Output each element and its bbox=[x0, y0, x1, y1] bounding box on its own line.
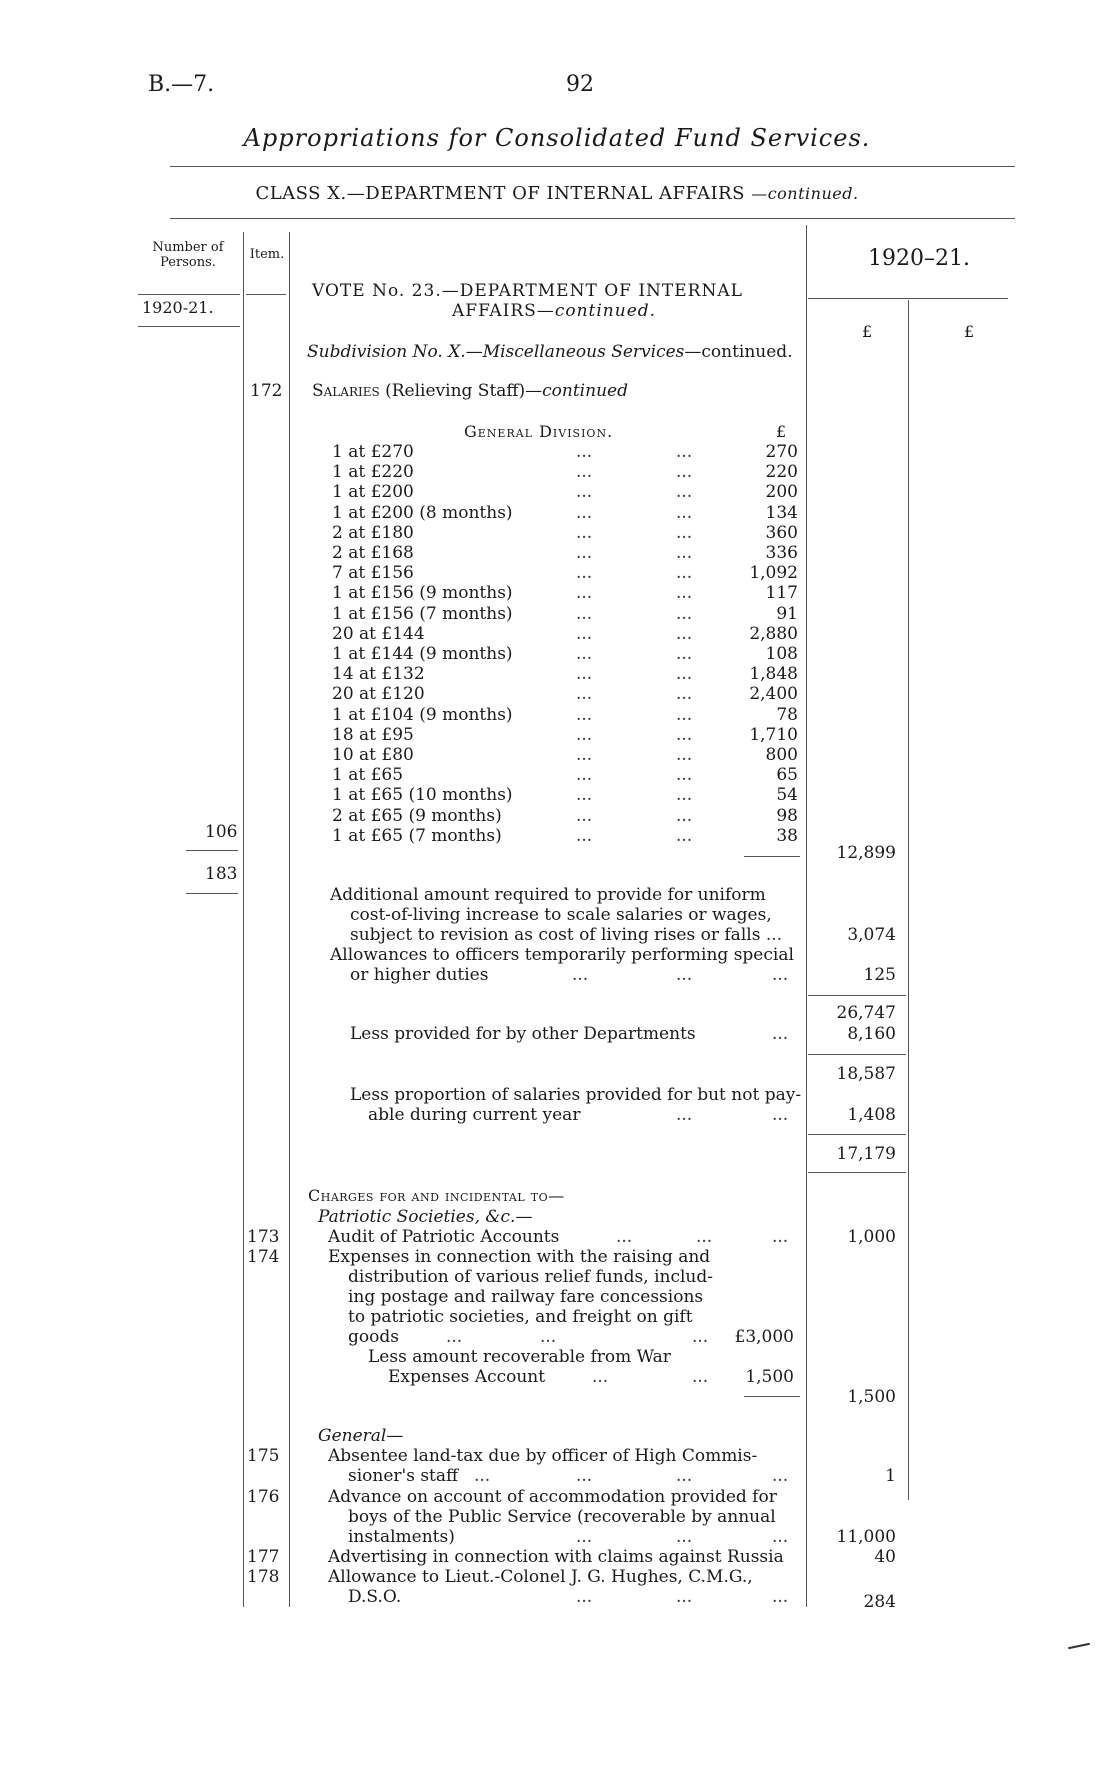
expenses-net: 1,500 bbox=[847, 1387, 896, 1407]
leader-dots: ... bbox=[676, 705, 693, 725]
persons-total: 183 bbox=[205, 864, 238, 884]
leader-dots: ... bbox=[692, 1327, 709, 1347]
allowances-text: or higher duties bbox=[350, 965, 489, 985]
absentee-amount: 1 bbox=[885, 1466, 896, 1486]
leader-dots: ... bbox=[676, 1466, 693, 1486]
item-number: 174 bbox=[247, 1247, 280, 1267]
leader-dots: ... bbox=[592, 1367, 609, 1387]
additional-line: cost-of-living increase to scale salaries or wages, bbox=[350, 905, 772, 925]
leader-dots: ... bbox=[576, 684, 593, 704]
leader-dots: ... bbox=[676, 765, 693, 785]
allowances-line: Allowances to officers temporarily performing special bbox=[330, 945, 794, 965]
subtotal: 26,747 bbox=[836, 1003, 896, 1023]
divider bbox=[808, 1172, 906, 1173]
salary-row-label: 20 at £144 bbox=[332, 624, 425, 644]
salary-row-label: 1 at £156 (7 months) bbox=[332, 604, 513, 624]
divider bbox=[186, 850, 238, 851]
leader-dots: ... bbox=[576, 462, 593, 482]
persons-year: 1920-21. bbox=[142, 298, 214, 317]
salary-row-amount: 1,710 bbox=[749, 725, 798, 745]
leader-dots: ... bbox=[676, 826, 693, 846]
expenses-line: to patriotic societies, and freight on gift bbox=[348, 1307, 693, 1327]
allowance-amount: 284 bbox=[863, 1592, 896, 1612]
salary-row-amount: 360 bbox=[765, 523, 798, 543]
salary-row-amount: 200 bbox=[765, 482, 798, 502]
leader-dots: ... bbox=[676, 503, 693, 523]
salary-row-label: 2 at £65 (9 months) bbox=[332, 806, 502, 826]
leader-dots: ... bbox=[676, 684, 693, 704]
column-rule bbox=[806, 225, 807, 1607]
page-title: Appropriations for Consolidated Fund Services. bbox=[243, 124, 871, 152]
less-proportion-line: Less proportion of salaries provided for but not pay- bbox=[350, 1085, 802, 1105]
less-other-amount: 8,160 bbox=[847, 1024, 896, 1044]
division-heading: General Division. bbox=[464, 422, 614, 441]
leader-dots: ... bbox=[676, 543, 693, 563]
divider bbox=[744, 1396, 800, 1397]
allowances-line bbox=[350, 965, 488, 985]
allowances-amount: 125 bbox=[863, 965, 896, 985]
leader-dots: ... bbox=[576, 745, 593, 765]
leader-dots: ... bbox=[572, 965, 589, 985]
divider bbox=[744, 856, 800, 857]
divider bbox=[170, 166, 1015, 167]
pound-sign: £ bbox=[964, 322, 975, 341]
leader-dots: ... bbox=[676, 785, 693, 805]
subdivision-text: Subdivision No. X.—Miscellaneous Services— bbox=[307, 342, 702, 362]
divider bbox=[138, 326, 240, 327]
divider bbox=[808, 995, 906, 996]
additional-line bbox=[350, 925, 782, 945]
less-recoverable-line: Less amount recoverable from War bbox=[368, 1347, 671, 1367]
salary-row-label: 10 at £80 bbox=[332, 745, 414, 765]
item-number: 172 bbox=[250, 381, 283, 401]
salary-row-label: 1 at £65 (7 months) bbox=[332, 826, 502, 846]
leader-dots: ... bbox=[676, 583, 693, 603]
column-rule bbox=[243, 232, 244, 1607]
salary-row-label: 2 at £168 bbox=[332, 543, 414, 563]
leader-dots: ... bbox=[676, 563, 693, 583]
salary-row-amount: 38 bbox=[776, 826, 798, 846]
divider bbox=[808, 1054, 906, 1055]
less-proportion-amount: 1,408 bbox=[847, 1105, 896, 1125]
leader-dots: ... bbox=[616, 1227, 633, 1247]
salary-row-amount: 1,848 bbox=[749, 664, 798, 684]
leader-dots: ... bbox=[676, 725, 693, 745]
leader-dots: ... bbox=[772, 1587, 789, 1607]
additional-text: subject to revision as cost of living rises or falls bbox=[350, 925, 761, 945]
leader-dots: ... bbox=[446, 1327, 463, 1347]
salary-row-label: 1 at £270 bbox=[332, 442, 414, 462]
salary-row-amount: 220 bbox=[765, 462, 798, 482]
leader-dots: ... bbox=[576, 1527, 593, 1547]
divider bbox=[170, 218, 1015, 219]
allowance-line: D.S.O. bbox=[348, 1587, 402, 1607]
salaries-heading-italic: continued bbox=[542, 381, 628, 401]
expenses-line: distribution of various relief funds, includ- bbox=[348, 1267, 714, 1287]
salary-row-label: 1 at £104 (9 months) bbox=[332, 705, 513, 725]
leader-dots: ... bbox=[676, 1527, 693, 1547]
salary-row-amount: 78 bbox=[776, 705, 798, 725]
less-recoverable-line: Expenses Account bbox=[388, 1367, 546, 1387]
salary-row-label: 7 at £156 bbox=[332, 563, 414, 583]
column-rule bbox=[908, 300, 909, 1500]
expenses-line: goods bbox=[348, 1327, 399, 1347]
leader-dots: ... bbox=[576, 1587, 593, 1607]
leader-dots: ... bbox=[676, 442, 693, 462]
vote-heading: VOTE No. 23.—DEPARTMENT OF INTERNAL bbox=[312, 281, 743, 301]
advance-amount: 11,000 bbox=[836, 1527, 896, 1547]
leader-dots: ... bbox=[576, 604, 593, 624]
audit-amount: 1,000 bbox=[847, 1227, 896, 1247]
leader-dots: ... bbox=[576, 705, 593, 725]
salary-row-label: 1 at £220 bbox=[332, 462, 414, 482]
leader-dots: ... bbox=[576, 583, 593, 603]
persons-subtotal: 106 bbox=[205, 822, 238, 842]
leader-dots: ... bbox=[576, 1466, 593, 1486]
divider bbox=[808, 298, 1008, 299]
salary-row-amount: 65 bbox=[776, 765, 798, 785]
leader-dots: ... bbox=[772, 1527, 789, 1547]
pound-sign: £ bbox=[776, 422, 787, 441]
item-number: 177 bbox=[247, 1547, 280, 1567]
advertising-line: Advertising in connection with claims against Russia bbox=[328, 1547, 784, 1567]
leader-dots: ... bbox=[576, 806, 593, 826]
leader-dots: ... bbox=[772, 965, 789, 985]
salary-row-label: 1 at £200 bbox=[332, 482, 414, 502]
subtotal: 17,179 bbox=[836, 1144, 896, 1164]
general-heading: General— bbox=[318, 1426, 404, 1446]
additional-line: Additional amount required to provide for uniform bbox=[330, 885, 766, 905]
allowance-line: Allowance to Lieut.-Colonel J. G. Hughes, C.M.G., bbox=[328, 1567, 753, 1587]
leader-dots: ... bbox=[676, 624, 693, 644]
salary-row-label: 1 at £200 (8 months) bbox=[332, 503, 513, 523]
salaries-total: 12,899 bbox=[836, 843, 896, 863]
less-recoverable-amount: 1,500 bbox=[745, 1367, 794, 1387]
salary-row-amount: 108 bbox=[765, 644, 798, 664]
absentee-line: Absentee land-tax due by officer of High Commis- bbox=[328, 1446, 758, 1466]
salaries-heading-text: Salaries bbox=[312, 381, 380, 401]
subtotal: 18,587 bbox=[836, 1064, 896, 1084]
expenses-gross: £3,000 bbox=[734, 1327, 794, 1347]
salary-row-amount: 270 bbox=[765, 442, 798, 462]
page-number: 92 bbox=[566, 72, 594, 97]
vote-heading-cont bbox=[452, 301, 656, 321]
persons-header-text: Number of Persons. bbox=[152, 240, 224, 270]
pound-sign: £ bbox=[862, 322, 873, 341]
leader-dots: ... bbox=[772, 1024, 789, 1044]
leader-dots: ... bbox=[696, 1227, 713, 1247]
advance-line: Advance on account of accommodation provided for bbox=[328, 1487, 777, 1507]
salary-row-label: 1 at £144 (9 months) bbox=[332, 644, 513, 664]
divider bbox=[808, 1134, 906, 1135]
advertising-amount: 40 bbox=[874, 1547, 896, 1567]
salary-row-amount: 54 bbox=[776, 785, 798, 805]
advance-line: instalments) bbox=[348, 1527, 455, 1547]
item-number: 173 bbox=[247, 1227, 280, 1247]
leader-dots: ... bbox=[772, 1466, 789, 1486]
leader-dots: ... bbox=[576, 765, 593, 785]
leader-dots: ... bbox=[576, 543, 593, 563]
subdivision-suffix: continued. bbox=[701, 342, 793, 362]
column-rule bbox=[289, 232, 290, 1607]
leader-dots: ... bbox=[576, 523, 593, 543]
leader-dots: ... bbox=[676, 1587, 693, 1607]
leader-dots: ... bbox=[540, 1327, 557, 1347]
salaries-heading-rest: (Relieving Staff)— bbox=[379, 381, 543, 401]
leader-dots: ... bbox=[576, 624, 593, 644]
salary-row-amount: 1,092 bbox=[749, 563, 798, 583]
salary-row-amount: 91 bbox=[776, 604, 798, 624]
leader-dots: ... bbox=[576, 442, 593, 462]
salaries-heading bbox=[312, 381, 628, 401]
expenses-line: ing postage and railway fare concessions bbox=[348, 1287, 704, 1307]
leader-dots: ... bbox=[676, 644, 693, 664]
class-heading bbox=[0, 183, 1114, 204]
leader-dots: ... bbox=[676, 745, 693, 765]
salary-row-amount: 336 bbox=[765, 543, 798, 563]
audit-line: Audit of Patriotic Accounts bbox=[328, 1227, 560, 1247]
item-number: 178 bbox=[247, 1567, 280, 1587]
leader-dots: ... bbox=[576, 664, 593, 684]
additional-amount: 3,074 bbox=[847, 925, 896, 945]
leader-dots: ... bbox=[576, 826, 593, 846]
leader-dots: ... bbox=[576, 563, 593, 583]
salary-row-label: 1 at £65 bbox=[332, 765, 404, 785]
leader-dots: ... bbox=[676, 664, 693, 684]
item-number: 175 bbox=[247, 1446, 280, 1466]
year-column-header: 1920–21. bbox=[868, 246, 970, 271]
leader-dots: ... bbox=[692, 1367, 709, 1387]
divider bbox=[246, 294, 286, 295]
salary-row-label: 1 at £65 (10 months) bbox=[332, 785, 513, 805]
advance-line: boys of the Public Service (recoverable by annual bbox=[348, 1507, 776, 1527]
salary-row-label: 20 at £120 bbox=[332, 684, 425, 704]
leader-dots: ... bbox=[676, 1105, 693, 1125]
absentee-line: sioner's staff bbox=[348, 1466, 459, 1486]
leader-dots: ... bbox=[676, 462, 693, 482]
leader-dots: ... bbox=[676, 965, 693, 985]
salary-row-label: 2 at £180 bbox=[332, 523, 414, 543]
salary-row-amount: 134 bbox=[765, 503, 798, 523]
page-identifier: B.—7. bbox=[148, 72, 215, 97]
leader-dots: ... bbox=[474, 1466, 491, 1486]
item-column-header: Item. bbox=[249, 247, 285, 262]
leader-dots: ... bbox=[676, 482, 693, 502]
salary-row-amount: 800 bbox=[765, 745, 798, 765]
leader-dots: ... bbox=[772, 1227, 789, 1247]
item-number: 176 bbox=[247, 1487, 280, 1507]
salary-row-label: 18 at £95 bbox=[332, 725, 414, 745]
leader-dots: ... bbox=[576, 785, 593, 805]
class-heading-text: CLASS X.—DEPARTMENT OF INTERNAL AFFAIRS bbox=[255, 183, 745, 204]
scan-mark bbox=[1068, 1643, 1090, 1650]
expenses-line: Expenses in connection with the raising and bbox=[328, 1247, 711, 1267]
leader-dots: ... bbox=[676, 523, 693, 543]
salary-row-amount: 2,400 bbox=[749, 684, 798, 704]
divider bbox=[186, 893, 238, 894]
leader-dots: ... bbox=[765, 925, 783, 945]
salary-row-label: 1 at £156 (9 months) bbox=[332, 583, 513, 603]
patriotic-heading: Patriotic Societies, &c.— bbox=[318, 1207, 533, 1227]
salary-row-label: 14 at £132 bbox=[332, 664, 425, 684]
subdivision-heading bbox=[307, 342, 793, 362]
leader-dots: ... bbox=[576, 503, 593, 523]
leader-dots: ... bbox=[576, 482, 593, 502]
divider bbox=[138, 294, 240, 295]
vote-heading-line2: AFFAIRS— bbox=[452, 301, 555, 321]
leader-dots: ... bbox=[676, 806, 693, 826]
leader-dots: ... bbox=[676, 604, 693, 624]
persons-column-header bbox=[138, 240, 238, 270]
less-proportion-line: able during current year bbox=[368, 1105, 581, 1125]
class-heading-suffix: —continued. bbox=[751, 184, 859, 203]
leader-dots: ... bbox=[576, 644, 593, 664]
salary-row-amount: 98 bbox=[776, 806, 798, 826]
less-other-line: Less provided for by other Departments bbox=[350, 1024, 696, 1044]
vote-heading-italic: continued. bbox=[554, 301, 657, 321]
salary-row-amount: 117 bbox=[765, 583, 798, 603]
leader-dots: ... bbox=[576, 725, 593, 745]
charges-heading: Charges for and incidental to— bbox=[308, 1186, 565, 1205]
leader-dots: ... bbox=[772, 1105, 789, 1125]
salary-row-amount: 2,880 bbox=[749, 624, 798, 644]
